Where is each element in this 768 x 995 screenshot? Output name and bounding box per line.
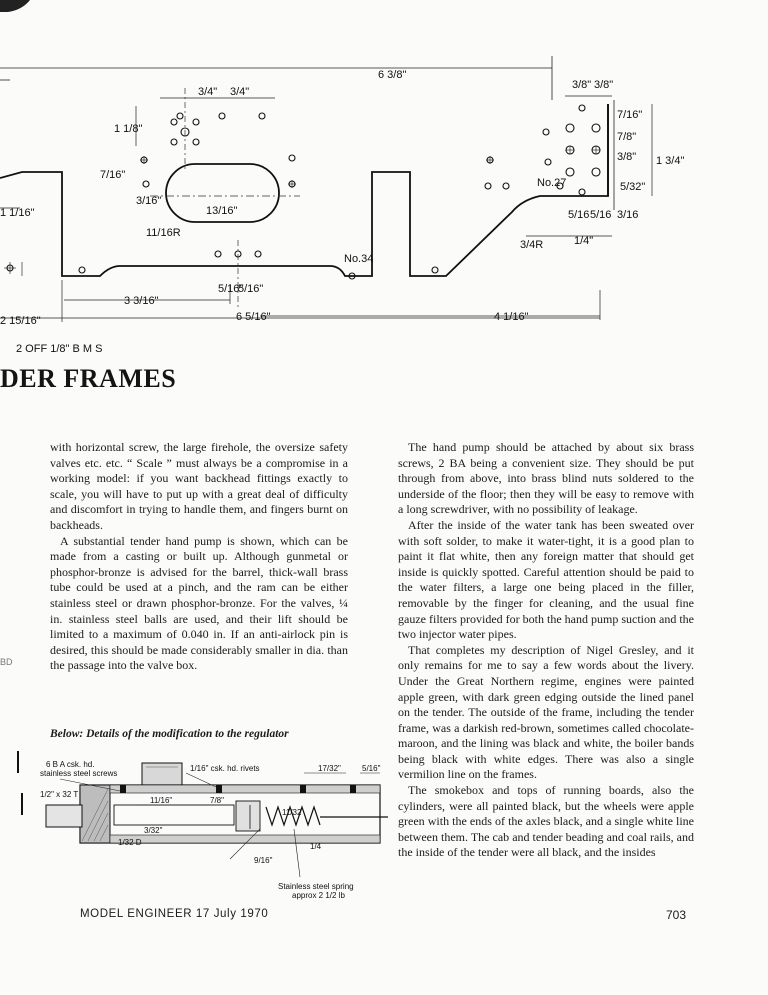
dim-mid-5-16a: 5/16" [218,283,244,295]
dim-slot-radius: 11/16R [146,227,181,239]
dim-h-5-16a: 5/16 [568,209,590,221]
label-1-4: 1/4 [310,842,322,851]
left-paragraph-1: with horizontal screw, the large firehole, the oversize safety valves etc. etc. “ Scale ” must always be a compromise in a working model: if you want backhead fittings exactly to scale, you will have to put up with a great deal of difficulty and discomfort in trying to handle them, and fingers burnt on backheads. [50,440,348,532]
label-17-32: 17/32" [318,764,341,773]
right-paragraph-1: The hand pump should be attached by about six brass screws, 2 BA being a convenient size. They should be put through from above, into brass blind nuts soldered to the underside of the floor; then they will be easy to remove with a long screwdriver, with no possibility of leakage. [398,440,694,517]
frame-note: 2 OFF 1/8" B M S [16,343,103,355]
dim-slot-13-16: 13/16" [206,205,238,217]
left-paragraph-2: A substantial tender hand pump is shown, which can be made from a casting or built up. Although gunmetal or phosphor-bronze is advised for the barrel, thick-wall brass tube could be used at a pinch, and the ram can be either stainless steel or drawn phosphor-bronze. For the valves, ¼ in. stainless steel balls are used, and their lift should be limited to a maximum of 0.040 in. If an anti-airlock pin is desired, this should be made considerably smaller in dia. than the passage into the valve box. [50,533,348,673]
right-paragraph-4: The smokebox and tops of running boards, also the cylinders, were all painted black, but the wheels were apple green with the ends of the axles black, and a single white line between them. The cab and tender beading and coal rails, and the inside of the tender were all black, and the insides [398,783,694,860]
label-7-8: 7/8" [210,796,224,805]
label-screws: 6 B A csk. hd. [46,760,95,769]
label-11-16: 11/16" [150,796,173,805]
dim-overall: 6 3/8" [378,69,407,81]
right-column [398,440,694,861]
right-paragraph-2: After the inside of the water tank has been sweated over with soft solder, to make it water-tight, it is a good plan to paint it flat white, then any foreign matter that should get inside is quickly spotted. Careful attention should be paid to the water filters, a large one being placed in the filler, removable by the finger for cleaning, and the usual fine gauze filters provided for both the hand pump suction and the two injector water pipes. [398,517,694,642]
dim-pitch-b: 3/4" [230,86,250,98]
dim-h-3-16: 3/16 [617,209,639,221]
section-heading: DER FRAMES [0,364,177,393]
page-number: 703 [666,908,687,922]
dim-pitch-r2: 3/8" [594,79,614,91]
footer-publication: MODEL ENGINEER 17 July 1970 [80,908,269,920]
dim-pitch-a: 3/4" [198,86,218,98]
dim-v-5-32: 5/32" [620,181,646,193]
dim-left-2-15-16: 2 15/16" [0,315,41,327]
margin-mark: BD [0,657,13,667]
dim-mid-5-16b: 5/16" [238,283,264,295]
dim-h-5-16b: 5/16 [590,209,612,221]
dim-run-4-1-16: 4 1/16" [494,311,529,323]
dim-r-3-4: 3/4R [520,239,544,251]
label-no34: No.34 [344,253,374,265]
dim-slot-3-16: 3/16" [136,195,162,207]
dim-v-3-8: 3/8" [617,151,637,163]
left-column [50,440,348,674]
label-32d: 1/32 D [118,838,142,847]
dim-v-7-16: 7/16" [617,109,643,121]
label-spring-2: approx 2 1/2 lb [292,891,345,900]
right-paragraph-3: That completes my description of Nigel Gresley, and it only remains for me to say a few words about the livery. Under the Great Northern regime, engines were painted apple green, with dark green edging outside the lined panel on the tender. The outside of the frame, including the tender frame, was a darkish red-brown, sometimes called chocolate-maroon, and the lining was black and white, the boiler bands being black with white edges. There was also a single vermilion line on the frames. [398,642,694,782]
dim-left-vert: 1 1/8" [114,123,143,135]
dim-run-3-3-16: 3 3/16" [124,295,159,307]
label-spring: Stainless steel spring [278,882,354,891]
figure-caption: Below: Details of the modification to the regulator [50,728,289,740]
dim-v-1-3-4: 1 3/4" [656,155,685,167]
label-rivets: 1/16" csk. hd. rivets [190,764,260,773]
label-9-16: 9/16" [254,856,273,865]
label-5-16: 5/16" [362,764,381,773]
dim-pitch-r1: 3/8" [572,79,592,91]
label-no27: No.27 [537,177,567,189]
label-11-32: 11/32 [282,808,302,817]
regulator-drawing [10,745,390,905]
tender-frame-drawing [0,0,768,360]
label-screws-2: stainless steel screws [40,769,118,778]
dim-v-7-8: 7/8" [617,131,637,143]
dim-hole-7-16: 7/16" [100,169,126,181]
dim-h-1-4: 1/4" [574,235,594,247]
label-thread: 1/2" x 32 T [40,790,79,799]
label-3-32: 3/32" [144,826,163,835]
dim-run-6-5-16: 6 5/16" [236,311,271,323]
dim-left-edge: 1 1/16" [0,207,35,219]
